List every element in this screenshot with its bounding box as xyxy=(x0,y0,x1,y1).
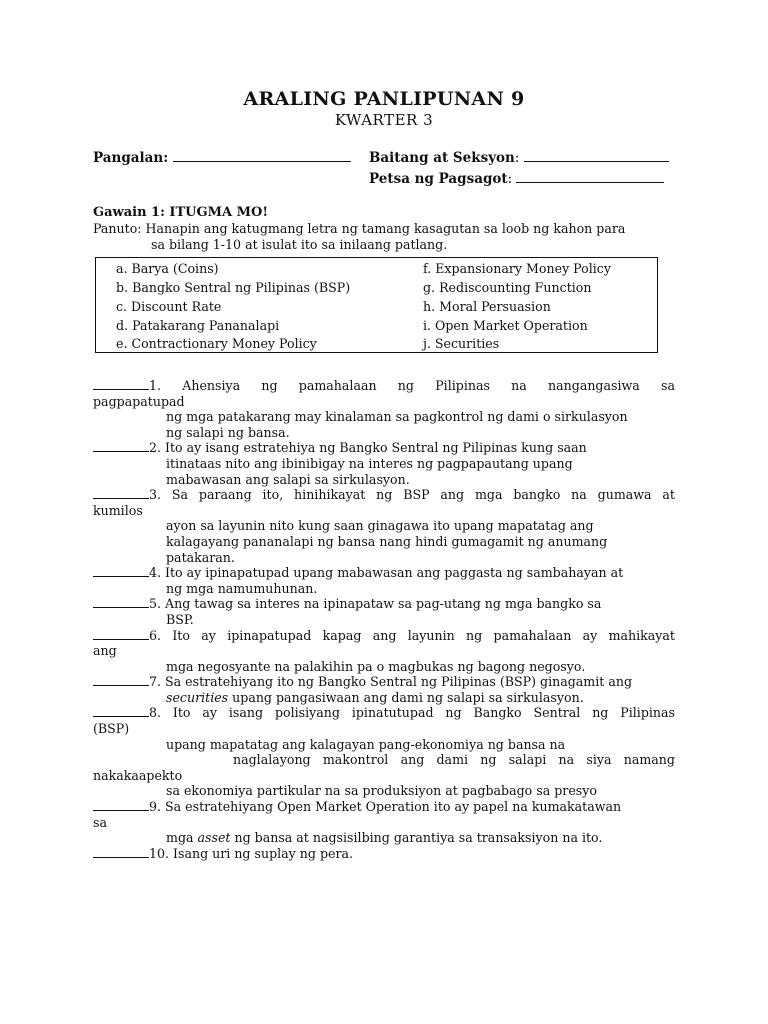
question-list xyxy=(93,378,675,861)
question-5: 5. Ang tawag sa interes na ipinapataw sa pag-utang ng mga bangko sa BSP. xyxy=(93,596,675,627)
choice-j: j. Securities xyxy=(423,336,500,351)
grade-section-field[interactable]: Baitang at Seksyon: xyxy=(369,149,669,166)
choice-b: b. Bangko Sentral ng Pilipinas (BSP) xyxy=(116,280,351,295)
question-10 xyxy=(93,846,675,862)
instructions xyxy=(93,221,676,253)
choice-a: a. Barya (Coins) xyxy=(116,261,219,276)
question-4-text: 4. Ito ay ipinapatupad upang mabawasan ang paggasta ng sambahayan at xyxy=(149,565,624,581)
answer-blank-6[interactable] xyxy=(93,628,149,640)
choices-box xyxy=(95,257,658,353)
question-8-text: 8. Ito ay isang polisiyang ipinatutupad ng Bangko Sentral ng Pilipinas xyxy=(149,705,675,721)
answer-blank-9[interactable] xyxy=(93,799,149,811)
choice-d: d. Patakarang Pananalapi xyxy=(116,318,280,333)
choice-g: g. Rediscounting Function xyxy=(423,280,592,295)
answer-blank-7[interactable] xyxy=(93,674,149,686)
question-10-text: 10. Isang uri ng suplay ng pera. xyxy=(149,845,354,861)
date-blank[interactable] xyxy=(516,170,664,183)
answer-blank-4[interactable] xyxy=(93,565,149,577)
grade-section-label: Baitang at Seksyon xyxy=(369,150,515,166)
instructions-line-2: sa bilang 1-10 at isulat ito sa inilaang patlang. xyxy=(151,237,448,252)
question-3-text: 3. Sa paraang ito, hinihikayat ng BSP ang mga bangko na gumawa at xyxy=(149,487,675,503)
choice-e: e. Contractionary Money Policy xyxy=(116,336,317,351)
answer-blank-2[interactable] xyxy=(93,440,149,452)
question-4: 4. Ito ay ipinapatupad upang mabawasan ang paggasta ng sambahayan at ng mga namumuhunan. xyxy=(93,565,675,596)
question-2-text: 2. Ito ay isang estratehiya ng Bangko Sentral ng Pilipinas kung saan xyxy=(149,440,587,456)
question-2: 2. Ito ay isang estratehiya ng Bangko Sentral ng Pilipinas kung saan itinataas nito ang ibinibigay na interes ng pagpapautang upang mabawasan ang salapi sa sirkulasyon. xyxy=(93,440,675,487)
choice-f: f. Expansionary Money Policy xyxy=(423,261,611,276)
answer-blank-10[interactable] xyxy=(93,846,149,858)
choice-c: c. Discount Rate xyxy=(116,299,222,314)
question-8: 8. Ito ay isang polisiyang ipinatutupad ng Bangko Sentral ng Pilipinas (BSP) upang mapatatag ang kalagayan pang-ekonomiya ng bansa na naglalayong makontrol ang dami ng salapi na siya namang nakakaapekto sa ekonomiya partikular na sa produksiyon at pagbabago sa presyo xyxy=(93,705,675,799)
choice-h: h. Moral Persuasion xyxy=(423,299,551,314)
question-7-text: 7. Sa estratehiyang ito ng Bangko Sentral ng Pilipinas (BSP) ginagamit ang xyxy=(149,674,633,690)
question-1-text: 1. Ahensiya ng pamahalaan ng Pilipinas na nangangasiwa sa xyxy=(149,378,675,393)
question-9: 9. Sa estratehiyang Open Market Operation ito ay papel na kumakatawan sa mga asset ng bansa at nagsisilbing garantiya sa transaksiyon na ito. xyxy=(93,799,622,846)
activity-title: Gawain 1: ITUGMA MO! xyxy=(93,205,269,220)
question-9-text: 9. Sa estratehiyang Open Market Operation ito ay papel na kumakatawan xyxy=(149,799,622,815)
name-blank[interactable] xyxy=(173,149,351,162)
name-label: Pangalan: xyxy=(93,150,169,166)
answer-blank-3[interactable] xyxy=(93,487,149,499)
answer-blank-1[interactable] xyxy=(93,378,149,390)
date-label: Petsa ng Pagsagot xyxy=(369,171,508,187)
answer-blank-5[interactable] xyxy=(93,596,149,608)
date-field[interactable]: Petsa ng Pagsagot: xyxy=(369,170,664,187)
worksheet-subtitle: KWARTER 3 xyxy=(334,111,434,129)
question-1: 1. Ahensiya ng pamahalaan ng Pilipinas na nangangasiwa sa pagpapatupad ng mga patakarang may kinalaman sa pagkontrol ng dami o sirkulasyon ng salapi ng bansa. xyxy=(93,378,675,440)
grade-section-blank[interactable] xyxy=(524,149,669,162)
instructions-line-1: Panuto: Hanapin ang katugmang letra ng tamang kasagutan sa loob ng kahon para xyxy=(93,221,626,236)
name-field[interactable] xyxy=(93,149,351,166)
question-7: 7. Sa estratehiyang ito ng Bangko Sentral ng Pilipinas (BSP) ginagamit ang securities upang pangasiwaan ang dami ng salapi sa sirkulasyon. xyxy=(93,674,675,705)
question-3: 3. Sa paraang ito, hinihikayat ng BSP ang mga bangko na gumawa at kumilos ayon sa layunin nito kung saan ginagawa ito upang mapatatag ang kalagayang pananalapi ng bansa nang hindi gumagamit ng anumang patakaran. xyxy=(93,487,675,565)
question-6: 6. Ito ay ipinapatupad kapag ang layunin ng pamahalaan ay mahikayat ang mga negosyante na palakihin pa o magbukas ng bagong negosyo. xyxy=(93,627,675,674)
answer-blank-8[interactable] xyxy=(93,705,149,717)
choice-i: i. Open Market Operation xyxy=(423,318,588,333)
question-6-text: 6. Ito ay ipinapatupad kapag ang layunin ng pamahalaan ay mahikayat xyxy=(149,627,675,643)
worksheet-title: ARALING PANLIPUNAN 9 xyxy=(243,88,525,110)
question-5-text: 5. Ang tawag sa interes na ipinapataw sa pag-utang ng mga bangko sa xyxy=(149,596,602,612)
